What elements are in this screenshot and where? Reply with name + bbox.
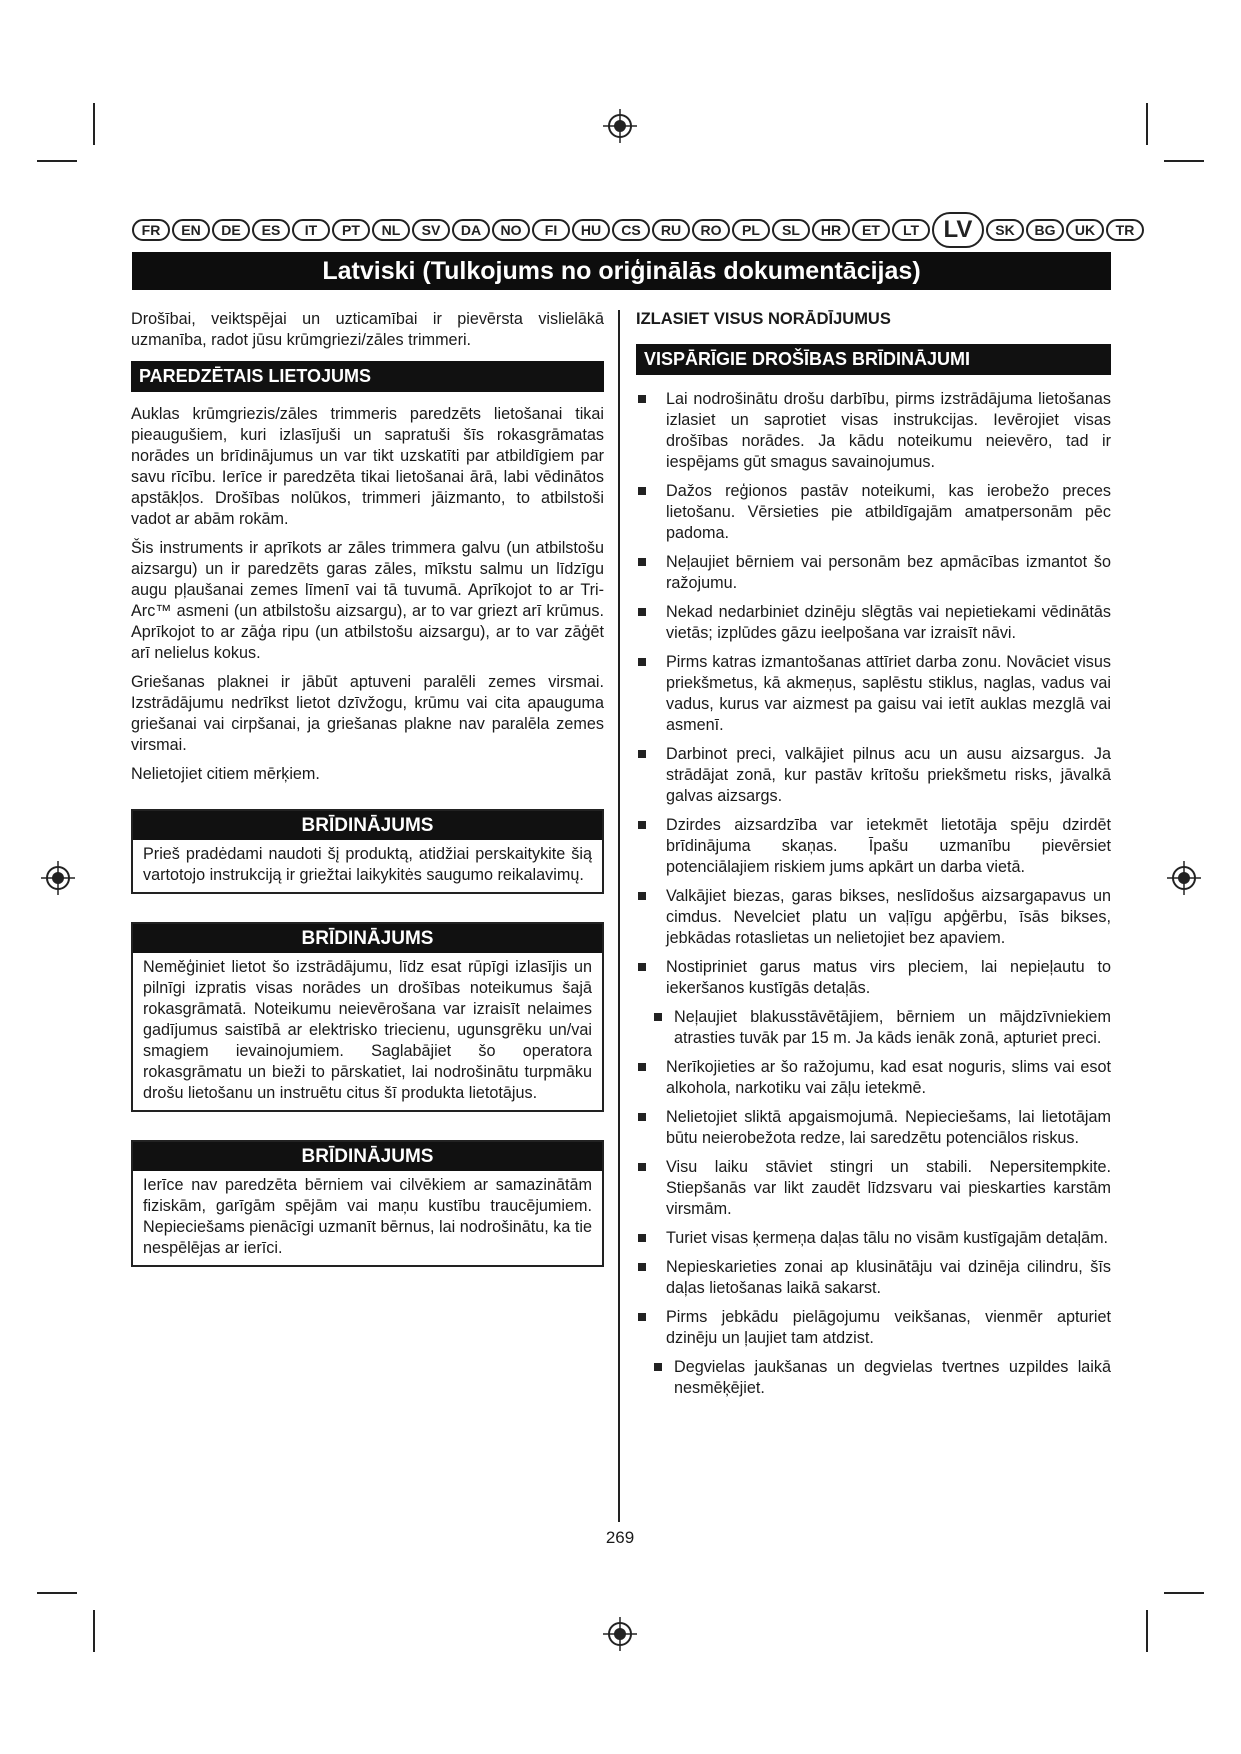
- lang-badge: RU: [652, 219, 690, 241]
- list-item: Dzirdes aizsardzība var ietekmēt lietotāja spēju dzirdēt brīdinājuma skaņas. Īpašu uzmanību pievērsiet potenciālajiem riskiem jums apkārt un darba vietā.: [636, 815, 1111, 878]
- lang-badge: UK: [1066, 219, 1104, 241]
- crop-mark: [37, 160, 77, 162]
- lang-badge: NO: [492, 219, 530, 241]
- lang-badge: EN: [172, 219, 210, 241]
- list-item: Neļaujiet bērniem vai personām bez apmācības izmantot šo ražojumu.: [636, 552, 1111, 594]
- list-item: Nekad nedarbiniet dzinēju slēgtās vai nepietiekami vēdinātās vietās; izplūdes gāzu ieelpošana var izraisīt nāvi.: [636, 602, 1111, 644]
- crop-mark: [93, 103, 95, 145]
- list-item: Turiet visas ķermeņa daļas tālu no visām kustīgajām detaļām.: [636, 1228, 1111, 1249]
- lang-badge: PL: [732, 219, 770, 241]
- body-paragraph: Šis instruments ir aprīkots ar zāles trimmera galvu (un atbilstošu aizsargu) un ir paredzēts garas zāles, mīkstu salmu un līdzīgu augu pļaušanai zemes līmenī vai tā tuvumā. Aprīkojot to ar Tri-Arc™ asmeni (un atbilstošu aizsargu), ar to var griezt arī krūmus. Aprīkojot to ar zāģa ripu (un atbilstošu aizsargu), ar to var zāģēt arī nelielus kokus.: [131, 539, 604, 662]
- registration-mark-icon: [1166, 860, 1202, 896]
- list-item: Nelietojiet sliktā apgaismojumā. Nepieciešams, lai lietotājam būtu neierobežota redze, lai saredzētu potenciālos riskus.: [636, 1107, 1111, 1149]
- page-title: Latviski (Tulkojums no oriģinālās dokumentācijas): [132, 252, 1111, 290]
- registration-mark-icon: [40, 860, 76, 896]
- lang-badge: SK: [986, 219, 1024, 241]
- body-paragraph: Nelietojiet citiem mērķiem.: [131, 765, 320, 783]
- lang-badge: IT: [292, 219, 330, 241]
- crop-mark: [1146, 1610, 1148, 1652]
- list-item: Degvielas jaukšanas un degvielas tvertnes uzpildes laikā nesmēķējiet.: [636, 1357, 1111, 1399]
- lang-badge: PT: [332, 219, 370, 241]
- crop-mark: [1164, 160, 1204, 162]
- warning-box: [131, 922, 604, 1112]
- safety-list: [636, 389, 1111, 1399]
- lang-badge: ES: [252, 219, 290, 241]
- warning-box: [131, 1140, 604, 1267]
- registration-mark-icon: [602, 1616, 638, 1652]
- list-item: Valkājiet biezas, garas bikses, neslīdošus aizsargapavus un cimdus. Nevelciet platu un vaļīgu apģērbu, īsās bikses, jebkādas rotaslietas un nelietojiet bez apaviem.: [636, 886, 1111, 949]
- list-item: Nerīkojieties ar šo ražojumu, kad esat noguris, slims vai esot alkohola, narkotiku vai zāļu ietekmē.: [636, 1057, 1111, 1099]
- list-item: Pirms katras izmantošanas attīriet darba zonu. Novāciet visus priekšmetus, kā akmeņus, saplēstu stiklus, naglas, vadus vai vadus, kurus var aizmest pa gaisu vai ietīt auklas mezglā vai asmenī.: [636, 652, 1111, 736]
- warning-text: Ierīce nav paredzēta bērniem vai cilvēkiem ar samazinātām fiziskām, garīgām spējām vai maņu kustību traucējumiem. Nepieciešams pienācīgi uzmanīt bērnus, lai nodrošinātu, ka tie nespēlējas ar ierīci.: [143, 1176, 592, 1257]
- lang-badge: BG: [1026, 219, 1064, 241]
- body-paragraph: Auklas krūmgriezis/zāles trimmeris paredzēts lietošanai tikai pieaugušiem, kuri izlasījuši un sapratuši šīs rokasgrāmatas norādes un brīdinājumus un var tikt uzskatīti par atbildīgiem par savu rīcību. Ierīce ir paredzēta tikai lietošanai ārā, labi vēdinātos apstākļos. Drošības nolūkos, trimmeri jāizmanto, to atbilstoši vadot ar abām rokām.: [131, 405, 604, 528]
- crop-mark: [1146, 103, 1148, 145]
- lang-badge: RO: [692, 219, 730, 241]
- section-heading: PAREDZĒTAIS LIETOJUMS: [131, 361, 604, 392]
- lang-badge: DE: [212, 219, 250, 241]
- lang-badge: SV: [412, 219, 450, 241]
- language-selector: [132, 210, 1135, 250]
- list-item: Nepieskarieties zonai ap klusinātāju vai dzinēja cilindru, šīs daļas lietošanas laikā sakarst.: [636, 1257, 1111, 1299]
- warning-title: BRĪDINĀJUMS: [133, 1142, 602, 1171]
- column-divider: [618, 310, 620, 1522]
- list-item: Visu laiku stāviet stingri un stabili. Nepersitempkite. Stiepšanās var likt zaudēt līdzsvaru vai pieskarties karstām virsmām.: [636, 1157, 1111, 1220]
- warning-title: BRĪDINĀJUMS: [133, 811, 602, 840]
- left-column: [131, 309, 604, 1295]
- lang-badge: TR: [1106, 219, 1144, 241]
- lang-badge: SL: [772, 219, 810, 241]
- lang-badge: HR: [812, 219, 850, 241]
- right-column: [636, 309, 1111, 1407]
- crop-mark: [93, 1610, 95, 1652]
- body-paragraph: Griešanas plaknei ir jābūt aptuveni paralēli zemes virsmai. Izstrādājumu nedrīkst lietot dzīvžogu, krūmu vai cita apauguma griešanai vai cirpšanai, ja griešanas plakne nav paralēla zemes virsmai.: [131, 673, 604, 754]
- list-item: Darbinot preci, valkājiet pilnus acu un ausu aizsargus. Ja strādājat zonā, kur pastāv krītošu priekšmetu risks, jāvalkā galvas aizsargs.: [636, 744, 1111, 807]
- warning-text: Prieš pradėdami naudoti šį produktą, atidžiai perskaitykite šią vartotojo instrukciją ir griežtai laikykitės saugumo reikalavimų.: [143, 845, 592, 884]
- lang-badge: NL: [372, 219, 410, 241]
- lang-badge: ET: [852, 219, 890, 241]
- read-all-heading: IZLASIET VISUS NORĀDĪJUMUS: [636, 310, 891, 328]
- registration-mark-icon: [602, 108, 638, 144]
- lang-badge: LT: [892, 219, 930, 241]
- intro-text: Drošībai, veiktspējai un uzticamībai ir pievērsta vislielākā uzmanība, radot jūsu krūmgriezi/zāles trimmeri.: [131, 310, 604, 349]
- lang-badge: CS: [612, 219, 650, 241]
- list-item: Dažos reģionos pastāv noteikumi, kas ierobežo preces lietošanu. Vērsieties pie atbildīgajām amatpersonām pēc padoma.: [636, 481, 1111, 544]
- lang-badge: DA: [452, 219, 490, 241]
- lang-badge: FR: [132, 219, 170, 241]
- page-number: 269: [605, 1528, 635, 1547]
- warning-box: [131, 809, 604, 894]
- lang-badge: FI: [532, 219, 570, 241]
- list-item: Nostipriniet garus matus virs pleciem, lai nepieļautu to iekeršanos kustīgās detaļās.: [636, 957, 1111, 999]
- lang-badge-active: LV: [932, 212, 984, 248]
- list-item: Lai nodrošinātu drošu darbību, pirms izstrādājuma lietošanas izlasiet un saprotiet visas instrukcijas. Ievērojiet visas drošības norādes. Ja kādu noteikumu neievēro, tad ir iespējams gūt smagus savainojumus.: [636, 389, 1111, 473]
- crop-mark: [37, 1592, 77, 1594]
- lang-badge: HU: [572, 219, 610, 241]
- crop-mark: [1164, 1592, 1204, 1594]
- section-heading: VISPĀRĪGIE DROŠĪBAS BRĪDINĀJUMI: [636, 344, 1111, 375]
- list-item: Neļaujiet blakusstāvētājiem, bērniem un mājdzīvniekiem atrasties tuvāk par 15 m. Ja kāds ienāk zonā, apturiet preci.: [636, 1007, 1111, 1049]
- list-item: Pirms jebkādu pielāgojumu veikšanas, vienmēr apturiet dzinēju un ļaujiet tam atdzist.: [636, 1307, 1111, 1349]
- warning-title: BRĪDINĀJUMS: [133, 924, 602, 953]
- warning-text: Neměģiniet lietot šo izstrādājumu, līdz esat rūpīgi izlasījis un pilnīgi izpratis visas norādes un drošības noteikumus šajā rokasgrāmatā. Noteikumu neievērošana var izraisīt nelaimes gadījumus saistībā ar elektrisko triecienu, ugunsgrēku un/vai smagiem ievainojumiem. Saglabājiet šo operatora rokasgrāmatu un bieži to pārskatiet, lai nodrošinātu turpmāku drošu lietošanu un instruētu citus šī produkta lietotājus.: [143, 958, 592, 1102]
